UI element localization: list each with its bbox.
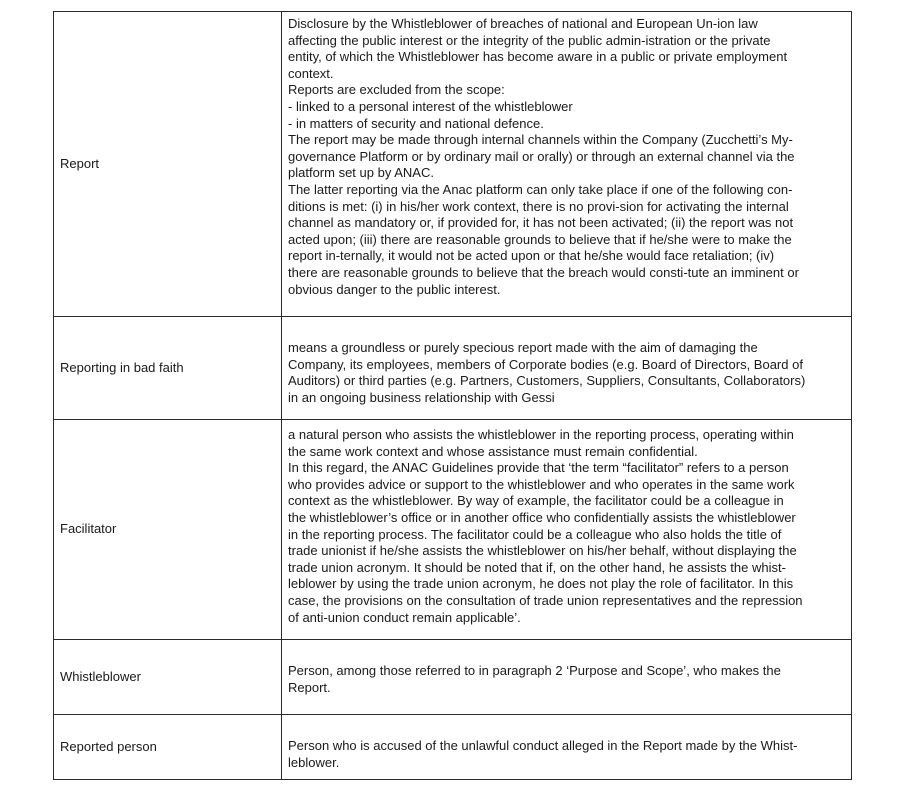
definition-line: Person who is accused of the unlawful conduct alleged in the Report made by the Whist- <box>288 738 798 753</box>
definition-line: governance Platform or by ordinary mail or orally) or through an external channel via the <box>288 148 795 164</box>
definition-line: - linked to a personal interest of the whistleblower <box>288 98 573 114</box>
definition-cell <box>282 317 852 420</box>
definition-line: The report may be made through internal channels within the Company (Zucchetti’s My- <box>288 132 793 148</box>
definition-line: case, the provisions on the consultation of trade union representatives and the repression <box>288 592 803 608</box>
term-cell: Reporting in bad faith <box>54 317 282 420</box>
definition-cell <box>282 12 852 317</box>
definition-line: Reports are excluded from the scope: <box>288 82 505 98</box>
definition-line: In this regard, the ANAC Guidelines provide that ‘the term “facilitator” refers to a person <box>288 460 789 476</box>
term-cell: Whistleblower <box>54 640 282 715</box>
definition-cell <box>282 640 852 715</box>
term-cell: Reported person <box>54 715 282 780</box>
definition-line: ditions is met: (i) in his/her work context, there is no provi-sion for activating the internal <box>288 198 789 214</box>
table-row <box>54 715 852 780</box>
definition-line: in an ongoing business relationship with Gessi <box>288 389 555 405</box>
table-row <box>54 640 852 715</box>
definition-line: channel as mandatory or, if provided for, it has not been activated; (ii) the report was not <box>288 215 794 231</box>
definition-line: there are reasonable grounds to believe that the breach would consti-tute an imminent or <box>288 264 799 280</box>
definition-line: who provides advice or support to the whistleblower and who operates in the same work <box>288 476 795 492</box>
definition-line: leblower by using the trade union acronym, he does not play the role of facilitator. In this <box>288 576 794 592</box>
definition-line: a natural person who assists the whistleblower in the reporting process, operating within <box>288 427 794 442</box>
definition-line: Disclosure by the Whistleblower of breaches of national and European Un-ion law <box>288 16 758 31</box>
definition-line: obvious danger to the public interest. <box>288 281 501 297</box>
table-row <box>54 12 852 317</box>
table-row <box>54 317 852 420</box>
term-cell: Facilitator <box>54 420 282 640</box>
table-row <box>54 420 852 640</box>
definition-line: affecting the public interest or the integrity of the public admin-istration or the private <box>288 32 771 48</box>
definition-line: Person, among those referred to in paragraph 2 ‘Purpose and Scope’, who makes the <box>288 663 781 678</box>
term-cell: Report <box>54 12 282 317</box>
definition-line: report in-ternally, it would not be acted upon or that he/she would face retaliation; (iv) <box>288 248 775 264</box>
definitions-table <box>53 11 852 780</box>
definition-line: The latter reporting via the Anac platform can only take place if one of the following con- <box>288 181 793 197</box>
definition-line: platform set up by ANAC. <box>288 165 434 181</box>
definition-line: Auditors) or third parties (e.g. Partners, Customers, Suppliers, Consultants, Collaborators) <box>288 373 806 389</box>
definition-line: the same work context and whose assistance must remain confidential. <box>288 443 698 459</box>
definition-line: leblower. <box>288 754 340 770</box>
definition-line: of anti-union conduct remain applicable’. <box>288 609 521 625</box>
definition-line: in the reporting process. The facilitator could be a colleague who also holds the title of <box>288 526 782 542</box>
definition-line: - in matters of security and national defence. <box>288 115 544 131</box>
definition-line: context as the whistleblower. By way of example, the facilitator could be a colleague in <box>288 493 784 509</box>
definition-line: entity, of which the Whistleblower has become aware in a public or private employment <box>288 49 788 65</box>
definition-line: acted upon; (iii) there are reasonable grounds to believe that if he/she were to make the <box>288 231 792 247</box>
definition-line: context. <box>288 65 334 81</box>
definition-line: trade unionist if he/she assists the whistleblower on his/her behalf, without displaying the <box>288 543 797 559</box>
definition-line: means a groundless or purely specious report made with the aim of damaging the <box>288 340 758 355</box>
definition-cell <box>282 420 852 640</box>
definition-line: the whistleblower’s office or in another office who confidentially assists the whistleblower <box>288 509 796 525</box>
definition-cell <box>282 715 852 780</box>
definition-line: Report. <box>288 679 331 695</box>
definition-line: trade union acronym. It should be noted that if, on the other hand, he assists the whist- <box>288 559 786 575</box>
definition-line: Company, its employees, members of Corporate bodies (e.g. Board of Directors, Board of <box>288 356 803 372</box>
